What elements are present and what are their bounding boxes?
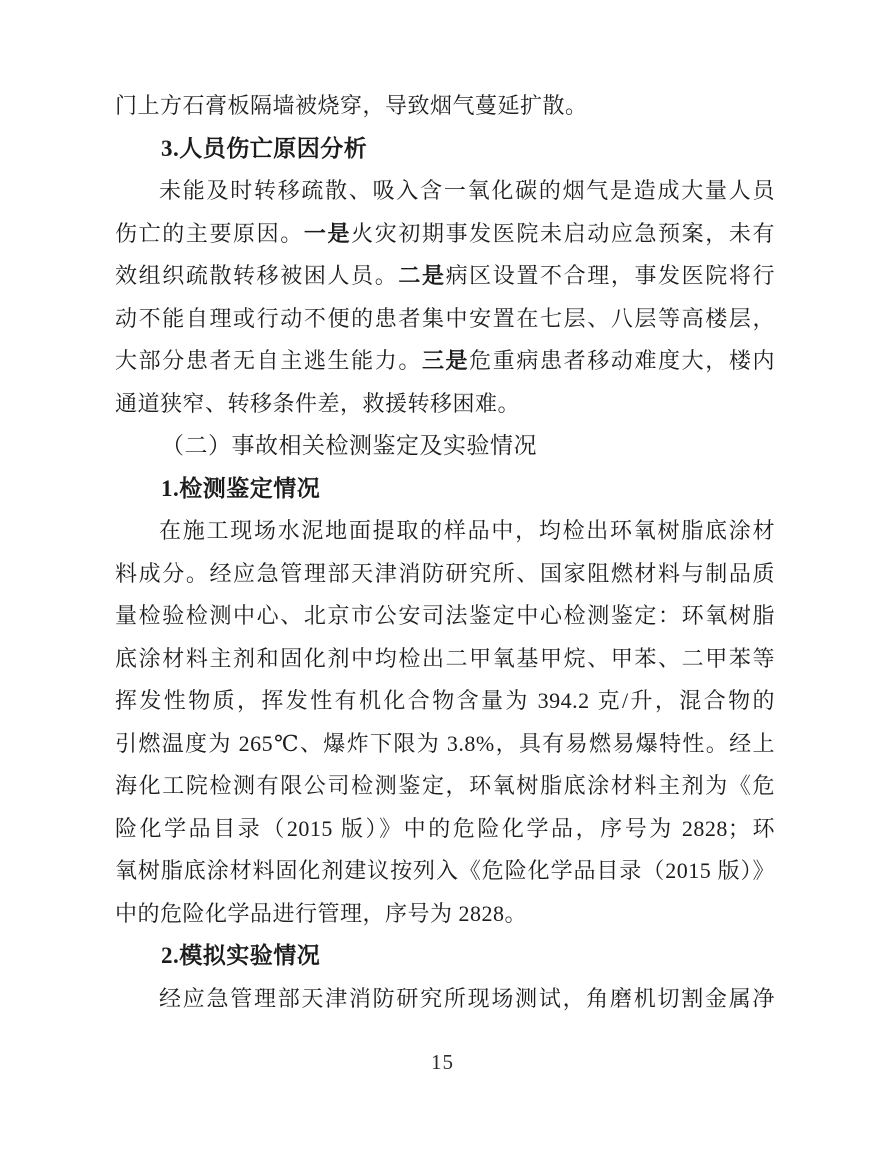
text-segment: 病区设置不合理，事发医院将行 (445, 263, 775, 288)
heading-line (115, 425, 775, 468)
text-segment: 危重病患者移动难度大，楼内 (469, 348, 775, 373)
text-segment: 在施工现场水泥地面提取的样品中，均检出环氧树脂底涂材 (159, 518, 775, 543)
text-segment: 经应急管理部天津消防研究所现场测试，角磨机切割金属净 (159, 985, 775, 1011)
text-line (115, 978, 775, 1021)
text-segment: 中的危险化学品进行管理，序号为 2828。 (115, 900, 528, 926)
text-line (115, 213, 775, 256)
text-segment: 底涂材料主剂和固化剂中均检出二甲氧基甲烷、甲苯、二甲苯等 (115, 645, 775, 671)
text-segment: （二）事故相关检测鉴定及实验情况 (161, 433, 537, 458)
text-segment: 未能及时转移疏散、吸入含一氧化碳的烟气是造成大量人员 (159, 178, 775, 203)
text-line (115, 850, 775, 893)
text-segment: 料成分。经应急管理部天津消防研究所、国家阻燃材料与制品质 (115, 560, 775, 586)
text-segment: 海化工院检测有限公司检测鉴定，环氧树脂底涂材料主剂为《危 (115, 773, 775, 798)
bold-text-segment: 1.检测鉴定情况 (161, 475, 321, 501)
text-line (115, 595, 775, 638)
text-segment: 险化学品目录（2015 版）》中的危险化学品，序号为 2828；环 (115, 815, 775, 841)
heading-line (115, 128, 775, 171)
bold-text-segment: 3.人员伤亡原因分析 (161, 135, 368, 161)
text-segment: 门上方石膏板隔墙被烧穿，导致烟气蔓延扩散。 (115, 93, 588, 118)
text-line (115, 893, 775, 936)
text-line (115, 255, 775, 298)
text-line (115, 723, 775, 766)
text-segment: 动不能自理或行动不便的患者集中安置在七层、八层等高楼层， (115, 305, 775, 331)
text-line (115, 298, 775, 341)
text-line (115, 510, 775, 553)
text-line (115, 638, 775, 681)
document-body (115, 85, 775, 1020)
text-segment: 氧树脂底涂材料固化剂建议按列入《危险化学品目录（2015 版）》 (115, 858, 775, 883)
text-line (115, 553, 775, 596)
text-segment: 大部分患者无自主逃生能力。 (115, 348, 422, 373)
text-line (115, 383, 775, 426)
text-segment: 伤亡的主要原因。 (115, 220, 304, 246)
heading-line (115, 468, 775, 511)
text-segment: 火灾初期事发医院未启动应急预案，未有 (351, 220, 775, 246)
bold-text-segment: 2.模拟实验情况 (161, 943, 321, 968)
heading-line (115, 935, 775, 978)
bold-text-segment: 一是 (303, 220, 352, 246)
text-segment: 引燃温度为 265℃、爆炸下限为 3.8%，具有易燃易爆特性。经上 (115, 730, 775, 756)
text-segment: 量检验检测中心、北京市公安司法鉴定中心检测鉴定：环氧树脂 (115, 603, 775, 628)
text-line (115, 85, 775, 128)
text-segment: 挥发性物质，挥发性有机化合物含量为 394.2 克/升，混合物的 (115, 688, 775, 713)
bold-text-segment: 三是 (421, 348, 470, 373)
text-line (115, 170, 775, 213)
bold-text-segment: 二是 (398, 263, 446, 288)
text-segment: 通道狭窄、转移条件差，救援转移困难。 (115, 390, 521, 416)
page-number: 15 (431, 1050, 454, 1074)
text-line (115, 340, 775, 383)
text-line (115, 808, 775, 851)
text-line (115, 680, 775, 723)
text-line (115, 765, 775, 808)
text-segment: 效组织疏散转移被困人员。 (115, 263, 399, 288)
